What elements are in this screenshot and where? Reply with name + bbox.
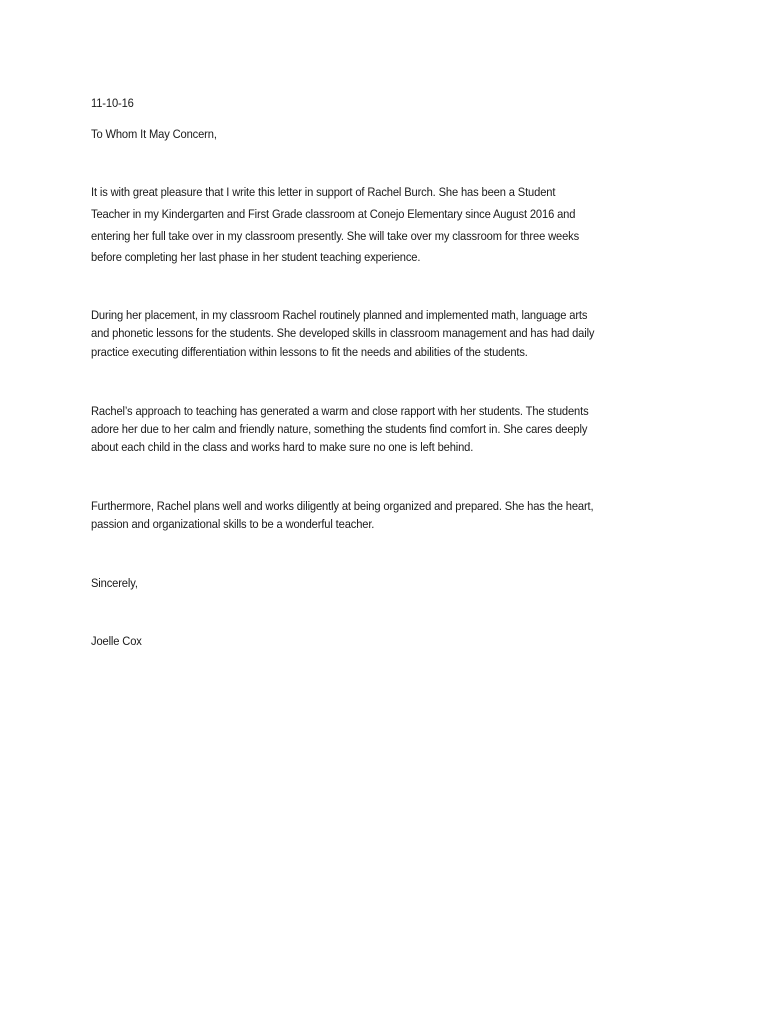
letter-signature: Joelle Cox — [91, 634, 142, 648]
paragraph-line: Teacher in my Kindergarten and First Grade classroom at Conejo Elementary since August 2016 and — [91, 207, 576, 221]
paragraph-line: and phonetic lessons for the students. She developed skills in classroom management and has had daily — [91, 326, 595, 340]
paragraph-line: practice executing differentiation within lessons to fit the needs and abilities of the students. — [91, 345, 528, 359]
paragraph-line: about each child in the class and works hard to make sure no one is left behind. — [91, 440, 474, 454]
paragraph-line: passion and organizational skills to be a wonderful teacher. — [91, 517, 375, 531]
paragraph-line: before completing her last phase in her student teaching experience. — [91, 250, 421, 264]
letter-date: 11-10-16 — [91, 96, 134, 110]
paragraph-line: adore her due to her calm and friendly nature, something the students find comfort in. She cares deeply — [91, 422, 588, 436]
paragraph-line: Furthermore, Rachel plans well and works diligently at being organized and prepared. She has the heart, — [91, 499, 594, 513]
paragraph-line: It is with great pleasure that I write this letter in support of Rachel Burch. She has been a Student — [91, 185, 556, 199]
letter-closing: Sincerely, — [91, 576, 138, 590]
paragraph-line: entering her full take over in my classroom presently. She will take over my classroom for three weeks — [91, 229, 580, 243]
letter-salutation: To Whom It May Concern, — [91, 127, 217, 141]
paragraph-line: Rachel’s approach to teaching has generated a warm and close rapport with her students. The students — [91, 404, 589, 418]
paragraph-line: During her placement, in my classroom Rachel routinely planned and implemented math, language arts — [91, 308, 588, 322]
